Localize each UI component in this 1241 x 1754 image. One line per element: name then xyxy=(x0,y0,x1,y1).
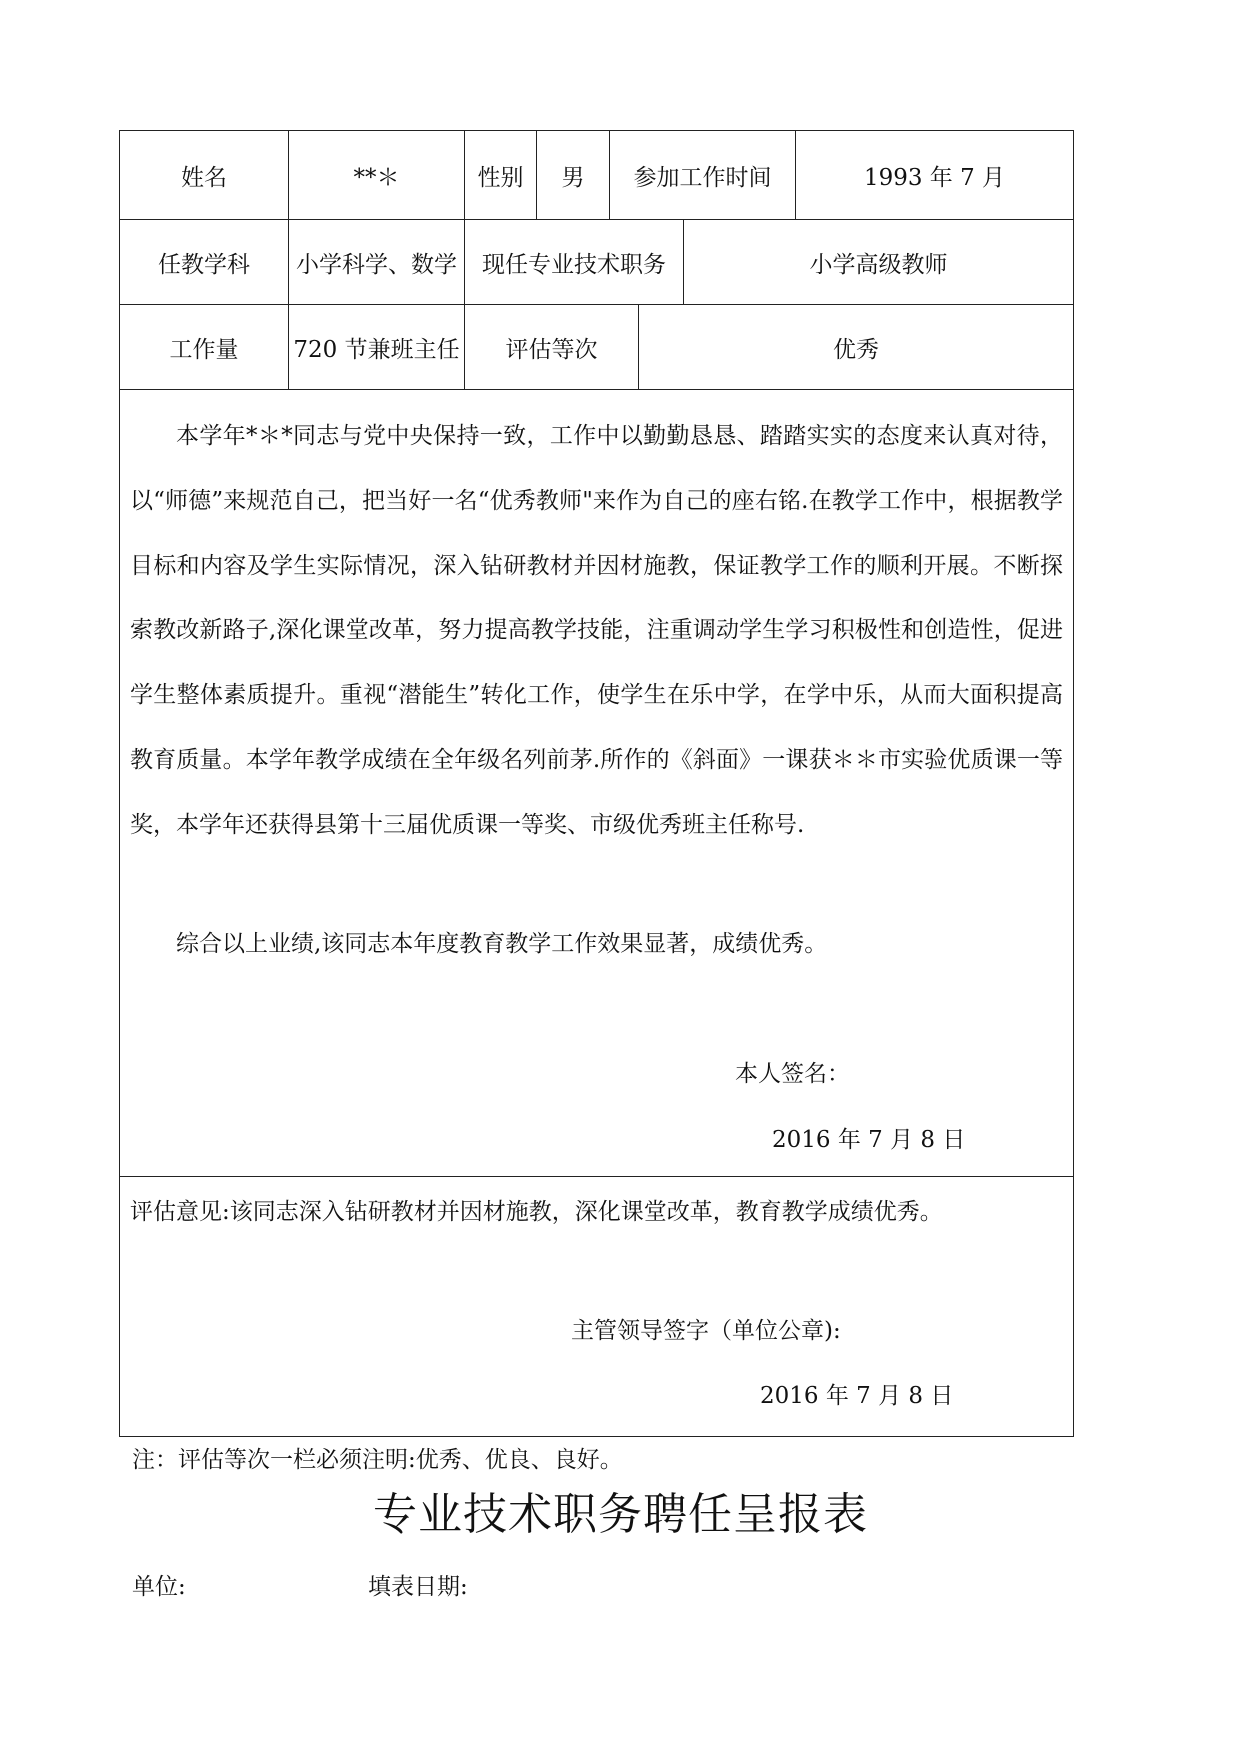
position-value: 小学高级教师 xyxy=(683,220,1073,304)
next-form-title: 专业技术职务聘任呈报表 xyxy=(373,1489,868,1540)
grade-label: 评估等次 xyxy=(464,305,638,389)
subject-value: 小学科学、数学 xyxy=(288,220,464,304)
grade-value: 优秀 xyxy=(638,305,1073,389)
workload-value: 720 节兼班主任 xyxy=(288,305,464,389)
workload-label: 工作量 xyxy=(169,336,239,363)
summary-conclusion: 综合以上业绩,该同志本年度教育教学工作效果显著，成绩优秀。 xyxy=(176,931,828,957)
gender-value: 男 xyxy=(536,131,609,219)
name-value: **＊ xyxy=(288,131,464,219)
summary-paragraph: 本学年*＊*同志与党中央保持一致，工作中以勤勤恳恳、踏踏实实的态度来认真对待，以“师德”来规范自己，把当好一名“优秀教师"来作为自己的座右铭.在教学工作中，根据教学目标和内容及学生实际情况，深入钻研教材并因材施教，保证教学工作的顺利开展。不断探索教改新路子,深化课堂改革，努力提高教学技能，注重调动学生学习积极性和创造性，促进学生整体素质提升。重视“潜能生”转化工作，使学生在乐中学，在学中乐，从而大面积提高教育质量。本学年教学成绩在全年级名列前茅.所作的《斜面》一课获＊＊市实验优质课一等奖，本学年还获得县第十三届优质课一等奖、市级优秀班主任称号. xyxy=(130,423,1063,838)
form-note: 注：评估等次一栏必须注明:优秀、优良、良好。 xyxy=(132,1447,623,1473)
subject-label: 任教学科 xyxy=(158,251,250,278)
evaluation-date: 2016 年 7 月 8 日 xyxy=(760,1383,954,1409)
evaluation-section xyxy=(120,1177,1073,1436)
position-label: 现任专业技术职务 xyxy=(464,220,683,304)
work-summary-section xyxy=(120,390,1073,1177)
unit-label: 单位: xyxy=(132,1574,186,1600)
gender-label: 性别 xyxy=(464,131,536,219)
fill-date-label: 填表日期: xyxy=(368,1574,468,1600)
name-label: 姓名 xyxy=(181,164,227,191)
basic-info-row xyxy=(120,131,1073,220)
self-signature-label: 本人签名： xyxy=(735,1061,850,1087)
summary-date: 2016 年 7 月 8 日 xyxy=(772,1127,966,1153)
workload-row xyxy=(120,305,1073,390)
subject-row xyxy=(120,220,1073,305)
start-work-value: 1993 年 7 月 xyxy=(795,131,1073,219)
start-work-label: 参加工作时间 xyxy=(609,131,795,219)
assessment-form-table xyxy=(119,130,1074,1437)
leader-signature-label: 主管领导签字（单位公章): xyxy=(571,1318,841,1344)
evaluation-opinion: 评估意见:该同志深入钻研教材并因材施教，深化课堂改革，教育教学成绩优秀。 xyxy=(130,1199,943,1225)
